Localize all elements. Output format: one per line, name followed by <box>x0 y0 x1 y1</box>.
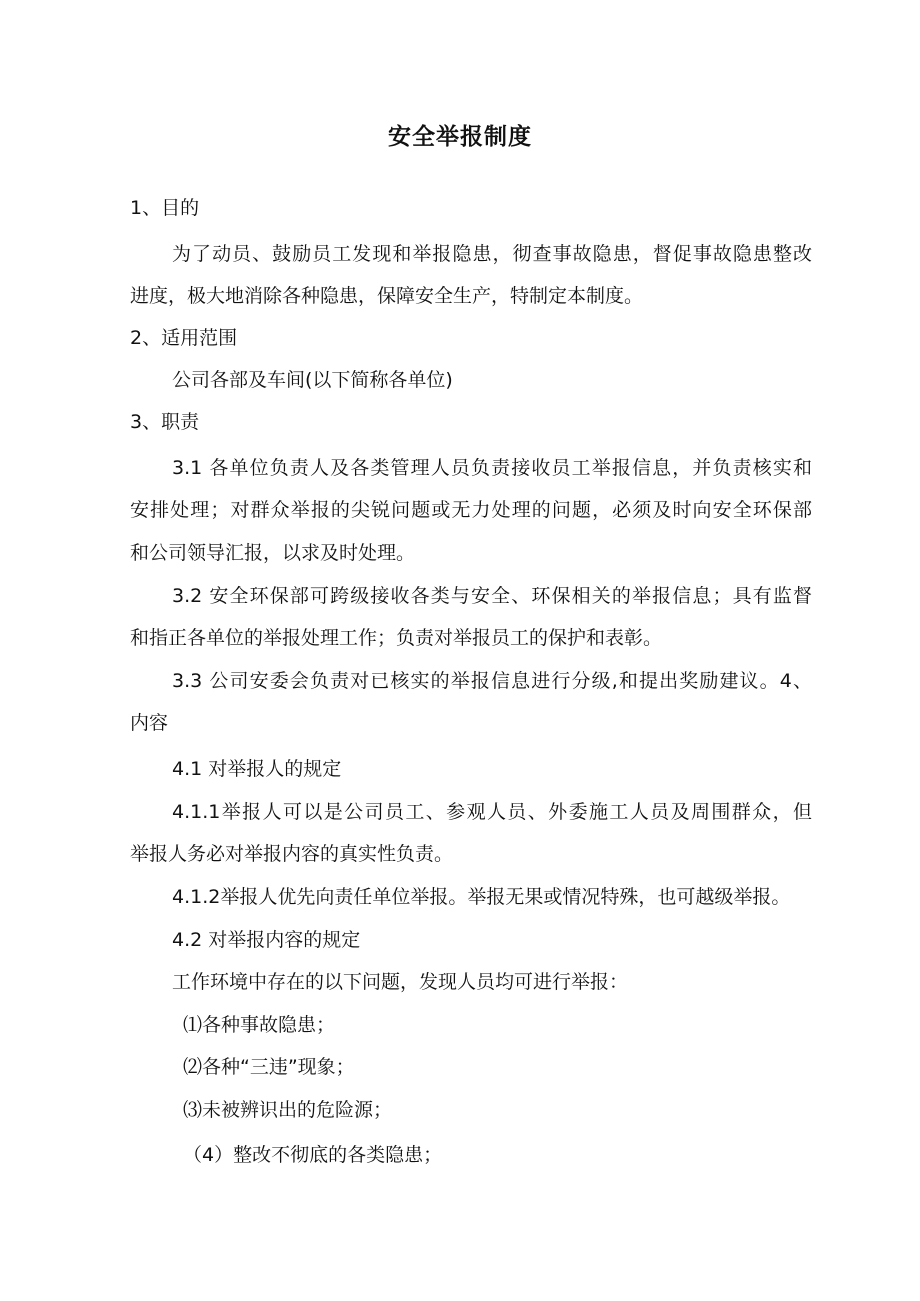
paragraph-line: 4.1.1举报人可以是公司员工、参观人员、外委施工人员及周围群众，但 <box>172 801 812 823</box>
paragraph-line: 举报人务必对举报内容的真实性负责。 <box>130 843 454 865</box>
list-item: ⑴各种事故隐患； <box>183 1014 336 1036</box>
subsection-heading: 4.1 对举报人的规定 <box>172 758 342 780</box>
list-item: （4）整改不彻底的各类隐患； <box>183 1144 443 1166</box>
section-heading: 内容 <box>130 712 169 734</box>
paragraph-line: 和公司领导汇报，以求及时处理。 <box>130 542 416 564</box>
subsection-heading: 4.2 对举报内容的规定 <box>172 929 361 951</box>
paragraph-line: 和指正各单位的举报处理工作；负责对举报员工的保护和表彰。 <box>130 627 663 649</box>
page-title: 安全举报制度 <box>388 124 532 150</box>
list-item: ⑵各种“三违”现象； <box>183 1056 355 1078</box>
section-heading: 2、适用范围 <box>130 327 238 349</box>
paragraph-line: 3.3 公司安委会负责对已核实的举报信息进行分级,和提出奖励建议。4、 <box>172 670 812 692</box>
paragraph-line: 3.2 安全环保部可跨级接收各类与安全、环保相关的举报信息；具有监督 <box>172 585 812 607</box>
section-heading: 1、目的 <box>130 197 200 219</box>
paragraph-line: 公司各部及车间(以下简称各单位) <box>172 369 453 391</box>
paragraph-line: 为了动员、鼓励员工发现和举报隐患，彻查事故隐患，督促事故隐患整改 <box>172 243 812 265</box>
list-item: ⑶未被辨识出的危险源； <box>183 1099 393 1121</box>
paragraph-line: 4.1.2举报人优先向责任单位举报。举报无果或情况特殊，也可越级举报。 <box>172 886 791 908</box>
section-heading: 3、职责 <box>130 411 200 433</box>
paragraph-line: 安排处理；对群众举报的尖锐问题或无力处理的问题，必须及时向安全环保部 <box>130 499 812 521</box>
paragraph-line: 进度，极大地消除各种隐患，保障安全生产，特制定本制度。 <box>130 285 644 307</box>
paragraph-line: 3.1 各单位负责人及各类管理人员负责接收员工举报信息，并负责核实和 <box>172 457 812 479</box>
paragraph-line: 工作环境中存在的以下问题，发现人员均可进行举报： <box>172 971 629 993</box>
